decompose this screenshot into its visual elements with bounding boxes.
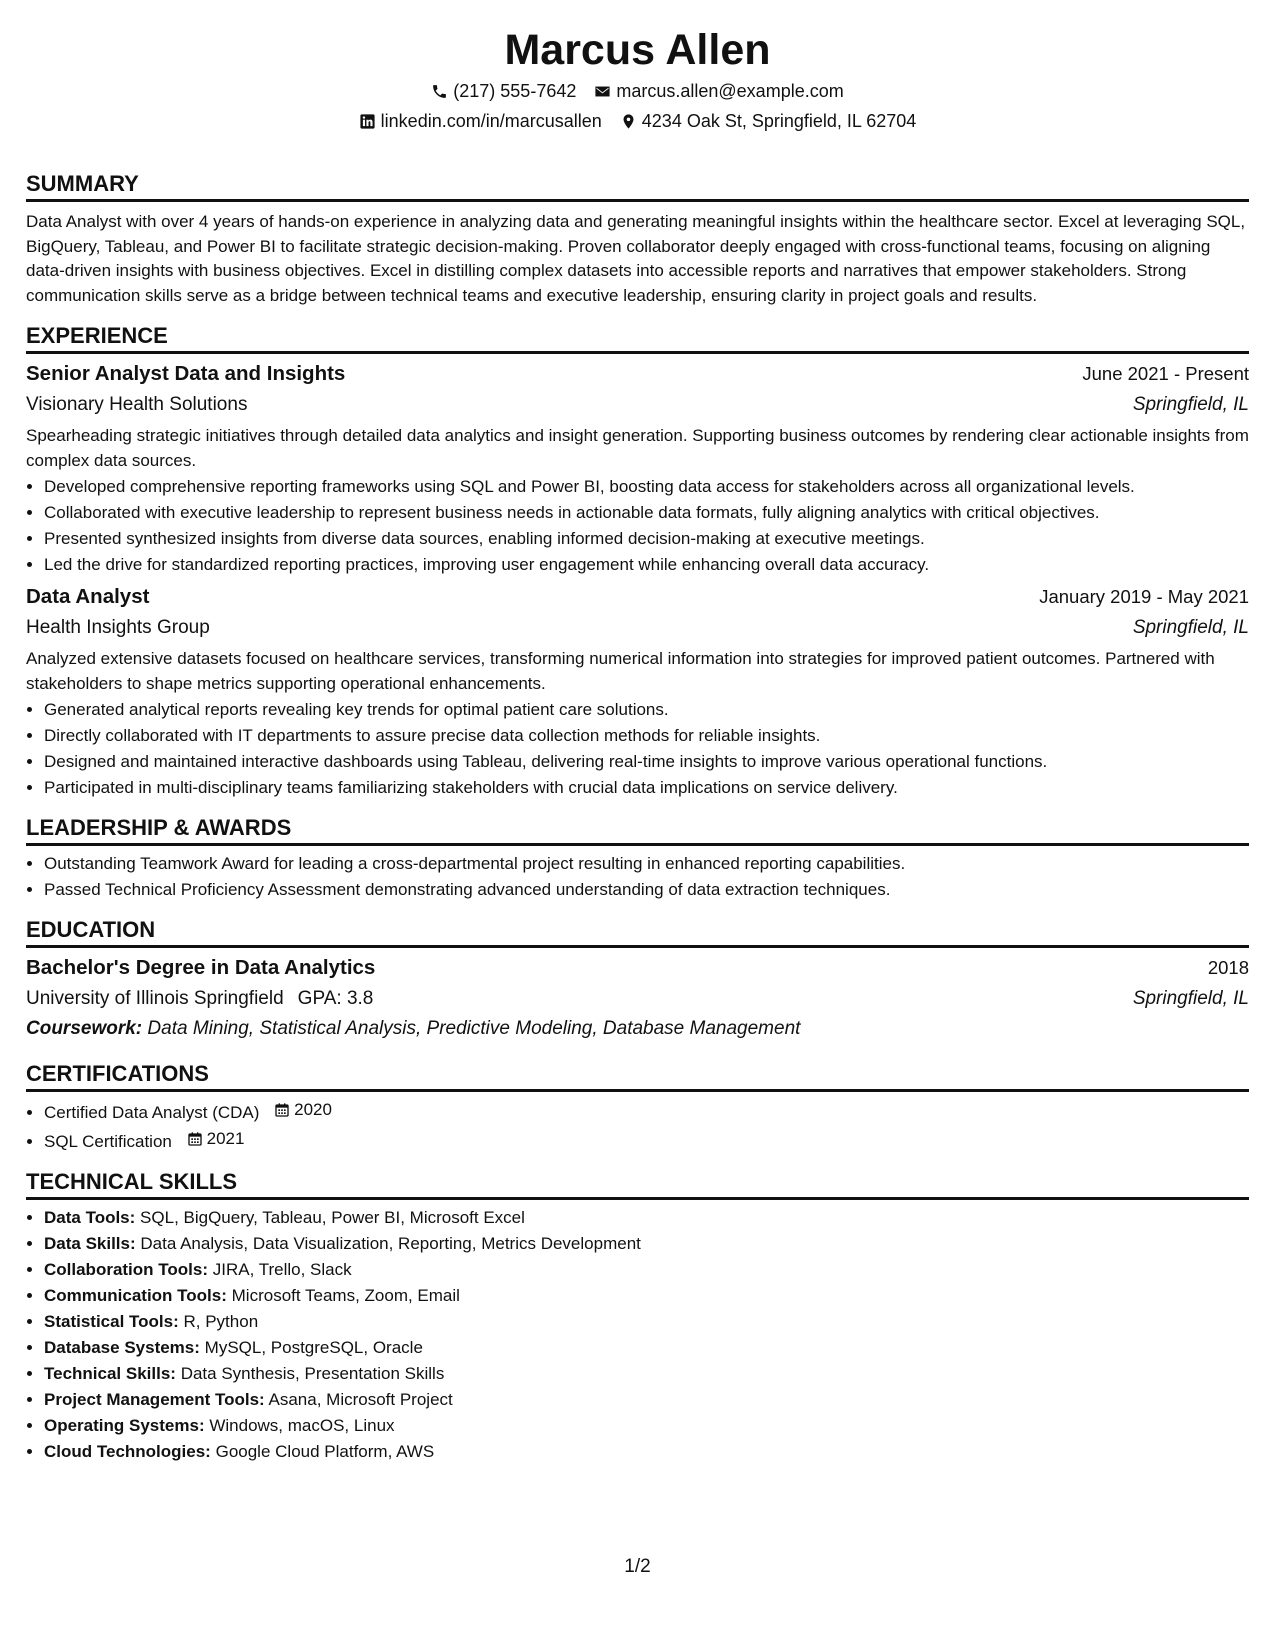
page-number: 1/2	[624, 1556, 651, 1577]
list-item	[44, 1098, 1249, 1125]
coursework-line	[26, 1014, 1249, 1044]
school-name: University of Illinois Springfield	[26, 988, 284, 1009]
linkedin-url[interactable]: linkedin.com/in/marcusallen	[380, 111, 602, 131]
coursework-label: Coursework:	[26, 1018, 143, 1039]
list-item	[44, 1206, 1249, 1230]
list-item: • Outstanding Teamwork Award for leading a cross-departmental project resulting in enhanced reporting capabilities.	[44, 852, 1249, 876]
skill-value: MySQL, PostgreSQL, Oracle	[204, 1338, 423, 1357]
skills-section	[26, 1168, 1249, 1464]
certifications-list	[26, 1098, 1249, 1154]
skill-value: Data Synthesis, Presentation Skills	[180, 1364, 445, 1383]
list-item	[44, 1362, 1249, 1386]
section-title-education: EDUCATION	[26, 916, 1249, 948]
resume-header	[26, 0, 1249, 136]
degree-title: Bachelor's Degree in Data Analytics	[26, 956, 376, 979]
skill-value: Google Cloud Platform, AWS	[215, 1442, 435, 1461]
list-item	[44, 1127, 1249, 1154]
job-title: Data Analyst	[26, 585, 150, 608]
section-title-leadership: LEADERSHIP & AWARDS	[26, 814, 1249, 846]
school-info	[26, 984, 373, 1014]
company-name: Visionary Health Solutions	[26, 394, 248, 415]
experience-section	[26, 322, 1249, 800]
education-entry	[26, 952, 1249, 1044]
email-address[interactable]: marcus.allen@example.com	[616, 81, 844, 101]
skill-value: SQL, BigQuery, Tableau, Power BI, Microsoft Excel	[140, 1208, 525, 1227]
skill-value: JIRA, Trello, Slack	[212, 1260, 352, 1279]
section-title-skills: TECHNICAL SKILLS	[26, 1168, 1249, 1200]
job-dates: January 2019 - May 2021	[1039, 586, 1249, 607]
skill-label: Database Systems:	[44, 1338, 200, 1357]
job-bullets	[26, 698, 1249, 800]
certification-name: SQL Certification	[44, 1132, 172, 1151]
list-item: • Passed Technical Proficiency Assessment demonstrating advanced understanding of data extraction techniques.	[44, 878, 1249, 902]
skill-label: Technical Skills:	[44, 1364, 176, 1383]
skill-label: Data Skills:	[44, 1234, 136, 1253]
address-contact	[620, 106, 917, 136]
candidate-name: Marcus Allen	[504, 26, 771, 74]
skill-value: Windows, macOS, Linux	[209, 1416, 395, 1435]
section-title-certifications: CERTIFICATIONS	[26, 1060, 1249, 1092]
education-section	[26, 916, 1249, 1044]
phone-icon	[431, 83, 448, 100]
list-item: • Presented synthesized insights from diverse data sources, enabling informed decision-making at executive meetings.	[44, 527, 1249, 551]
certification-date	[187, 1127, 245, 1151]
list-item	[44, 1388, 1249, 1412]
linkedin-icon	[359, 113, 376, 130]
job-entry	[26, 358, 1249, 577]
skill-label: Collaboration Tools:	[44, 1260, 209, 1279]
job-title: Senior Analyst Data and Insights	[26, 362, 346, 385]
linkedin-contact[interactable]	[359, 106, 602, 136]
company-name: Health Insights Group	[26, 617, 210, 638]
contact-line-1	[26, 76, 1249, 106]
contact-line-2	[26, 106, 1249, 136]
skill-label: Statistical Tools:	[44, 1312, 179, 1331]
skill-label: Communication Tools:	[44, 1286, 227, 1305]
list-item: • Led the drive for standardized reporting practices, improving user engagement while enhancing overall data accuracy.	[44, 553, 1249, 577]
list-item	[44, 1440, 1249, 1464]
skill-label: Project Management Tools:	[44, 1390, 265, 1409]
job-location: Springfield, IL	[1132, 394, 1249, 415]
list-item	[44, 1336, 1249, 1360]
calendar-icon	[187, 1131, 203, 1147]
certification-year: 2021	[206, 1129, 245, 1148]
skill-label: Cloud Technologies:	[44, 1442, 211, 1461]
phone-number: (217) 555-7642	[453, 81, 577, 101]
job-bullets	[26, 475, 1249, 577]
graduation-year: 2018	[1207, 957, 1249, 978]
certifications-section	[26, 1060, 1249, 1154]
list-item: • Directly collaborated with IT departments to assure precise data collection methods for reliable insights.	[44, 724, 1249, 748]
skill-value: Data Analysis, Data Visualization, Reporting, Metrics Development	[140, 1234, 641, 1253]
list-item: • Collaborated with executive leadership to represent business needs in actionable data formats, fully aligning analytics with critical objectives.	[44, 501, 1249, 525]
skill-label: Operating Systems:	[44, 1416, 205, 1435]
coursework-list: Data Mining, Statistical Analysis, Predictive Modeling, Database Management	[147, 1018, 801, 1039]
list-item	[44, 1258, 1249, 1282]
skill-value: R, Python	[183, 1312, 259, 1331]
list-item	[44, 1310, 1249, 1334]
school-location: Springfield, IL	[1132, 988, 1249, 1009]
section-title-experience: EXPERIENCE	[26, 322, 1249, 354]
skill-value: Microsoft Teams, Zoom, Email	[231, 1286, 460, 1305]
list-item: • Developed comprehensive reporting frameworks using SQL and Power BI, boosting data access for stakeholders across all organizational levels.	[44, 475, 1249, 499]
skill-value: Asana, Microsoft Project	[268, 1390, 453, 1409]
email-contact[interactable]	[594, 76, 843, 106]
list-item	[44, 1232, 1249, 1256]
job-dates: June 2021 - Present	[1082, 363, 1249, 384]
list-item: • Designed and maintained interactive dashboards using Tableau, delivering real-time insights to improve various operational functions.	[44, 750, 1249, 774]
envelope-icon	[594, 83, 611, 100]
street-address: 4234 Oak St, Springfield, IL 62704	[641, 111, 917, 131]
summary-text: Data Analyst with over 4 years of hands-on experience in analyzing data and generating meaningful insights within the healthcare sector. Excel at leveraging SQL, BigQuery, Tableau, and Power BI to facilitate strategic decision-making. Proven collaborator deeply engaged with cross-functional teams, focusing on aligning data-driven insights with business objectives. Excel in distilling complex datasets into accessible reports and narratives that empower stakeholders. Strong communication skills serve as a bridge between technical teams and executive leadership, ensuring clarity in project goals and results.	[26, 212, 1246, 305]
section-title-summary: SUMMARY	[26, 170, 1249, 202]
phone-contact	[431, 76, 576, 106]
list-item	[44, 1284, 1249, 1308]
certification-year: 2020	[294, 1100, 332, 1119]
certification-date	[274, 1098, 332, 1122]
awards-list	[26, 852, 1249, 902]
job-description: Spearheading strategic initiatives through detailed data analytics and insight generation. Supporting business outcomes by rendering clear actionable insights from complex data sources.	[26, 426, 1249, 470]
list-item	[44, 1414, 1249, 1438]
job-description: Analyzed extensive datasets focused on healthcare services, transforming numerical information into strategies for improved patient outcomes. Partnered with stakeholders to shape metrics supporting operational enhancements.	[26, 649, 1215, 693]
job-entry	[26, 581, 1249, 800]
skill-label: Data Tools:	[44, 1208, 136, 1227]
certification-name: Certified Data Analyst (CDA)	[44, 1103, 260, 1122]
skills-list	[26, 1206, 1249, 1464]
gpa-value: GPA: 3.8	[297, 988, 374, 1009]
summary-section	[26, 170, 1249, 308]
calendar-icon	[274, 1102, 290, 1118]
job-location: Springfield, IL	[1132, 617, 1249, 638]
leadership-section	[26, 814, 1249, 902]
map-pin-icon	[620, 113, 637, 130]
list-item: • Generated analytical reports revealing key trends for optimal patient care solutions.	[44, 698, 1249, 722]
list-item: • Participated in multi-disciplinary teams familiarizing stakeholders with crucial data implications on service delivery.	[44, 776, 1249, 800]
